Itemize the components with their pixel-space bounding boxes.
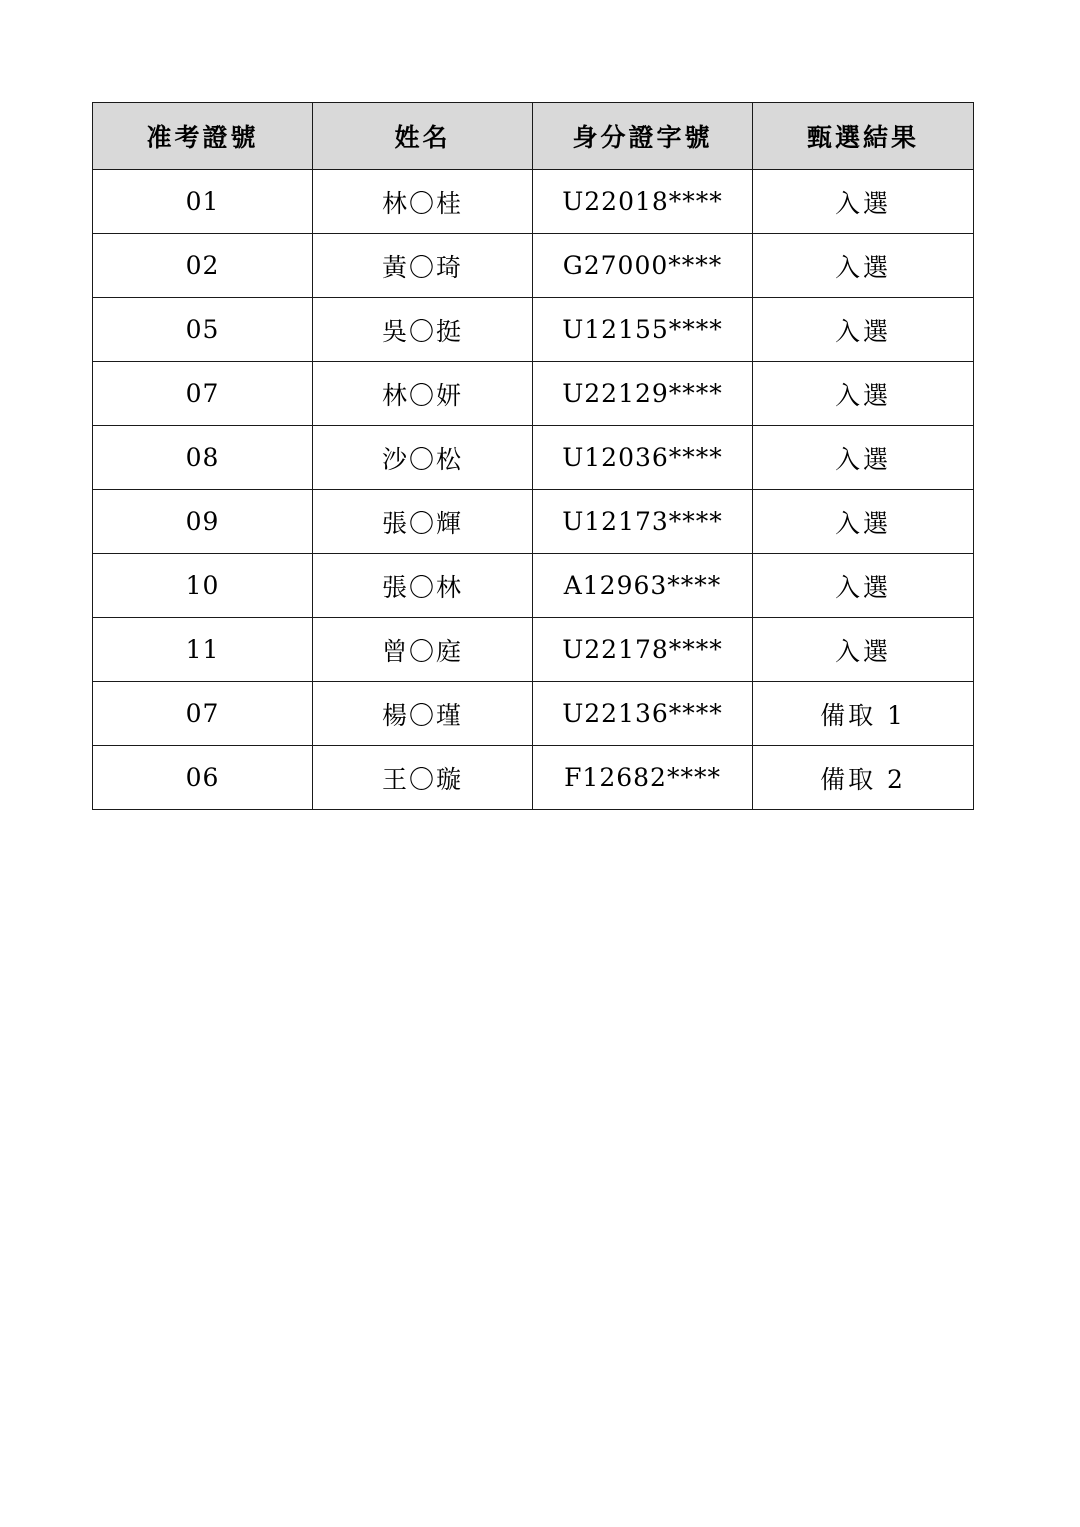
table-row [93, 746, 974, 810]
table-row [93, 234, 974, 298]
result-cell: 入選 [753, 618, 974, 682]
exam-number-cell: 07 [93, 362, 313, 426]
name-cell: 張〇輝 [313, 490, 533, 554]
result-cell: 入選 [753, 426, 974, 490]
id-number-cell: A12963**** [533, 554, 753, 618]
name-cell: 張〇林 [313, 554, 533, 618]
result-cell: 備取 2 [753, 746, 974, 810]
exam-number-cell: 01 [93, 170, 313, 234]
name-cell: 林〇桂 [313, 170, 533, 234]
exam-number-cell: 06 [93, 746, 313, 810]
table-row [93, 426, 974, 490]
id-number-cell: U12155**** [533, 298, 753, 362]
name-cell: 曾〇庭 [313, 618, 533, 682]
name-cell: 林〇妍 [313, 362, 533, 426]
result-cell: 備取 1 [753, 682, 974, 746]
name-cell: 王〇璇 [313, 746, 533, 810]
header-id-number: 身分證字號 [533, 103, 753, 170]
id-number-cell: U12036**** [533, 426, 753, 490]
table-row [93, 682, 974, 746]
header-row [93, 103, 974, 170]
exam-number-cell: 07 [93, 682, 313, 746]
result-cell: 入選 [753, 362, 974, 426]
id-number-cell: U22129**** [533, 362, 753, 426]
name-cell: 吳〇挺 [313, 298, 533, 362]
result-cell: 入選 [753, 234, 974, 298]
header-exam-number: 准考證號 [93, 103, 313, 170]
table-row [93, 554, 974, 618]
result-cell: 入選 [753, 490, 974, 554]
table-body [93, 170, 974, 810]
result-cell: 入選 [753, 298, 974, 362]
result-cell: 入選 [753, 554, 974, 618]
header-name: 姓名 [313, 103, 533, 170]
table-row [93, 170, 974, 234]
exam-number-cell: 08 [93, 426, 313, 490]
table-header [93, 103, 974, 170]
name-cell: 沙〇松 [313, 426, 533, 490]
name-cell: 楊〇瑾 [313, 682, 533, 746]
result-cell: 入選 [753, 170, 974, 234]
exam-number-cell: 05 [93, 298, 313, 362]
id-number-cell: U22178**** [533, 618, 753, 682]
table-row [93, 362, 974, 426]
exam-number-cell: 11 [93, 618, 313, 682]
id-number-cell: G27000**** [533, 234, 753, 298]
selection-result-table [92, 102, 974, 810]
id-number-cell: F12682**** [533, 746, 753, 810]
header-selection-result: 甄選結果 [753, 103, 974, 170]
table-row [93, 490, 974, 554]
id-number-cell: U22018**** [533, 170, 753, 234]
table-row [93, 298, 974, 362]
name-cell: 黃〇琦 [313, 234, 533, 298]
table-row [93, 618, 974, 682]
id-number-cell: U12173**** [533, 490, 753, 554]
exam-number-cell: 10 [93, 554, 313, 618]
exam-number-cell: 09 [93, 490, 313, 554]
exam-number-cell: 02 [93, 234, 313, 298]
id-number-cell: U22136**** [533, 682, 753, 746]
